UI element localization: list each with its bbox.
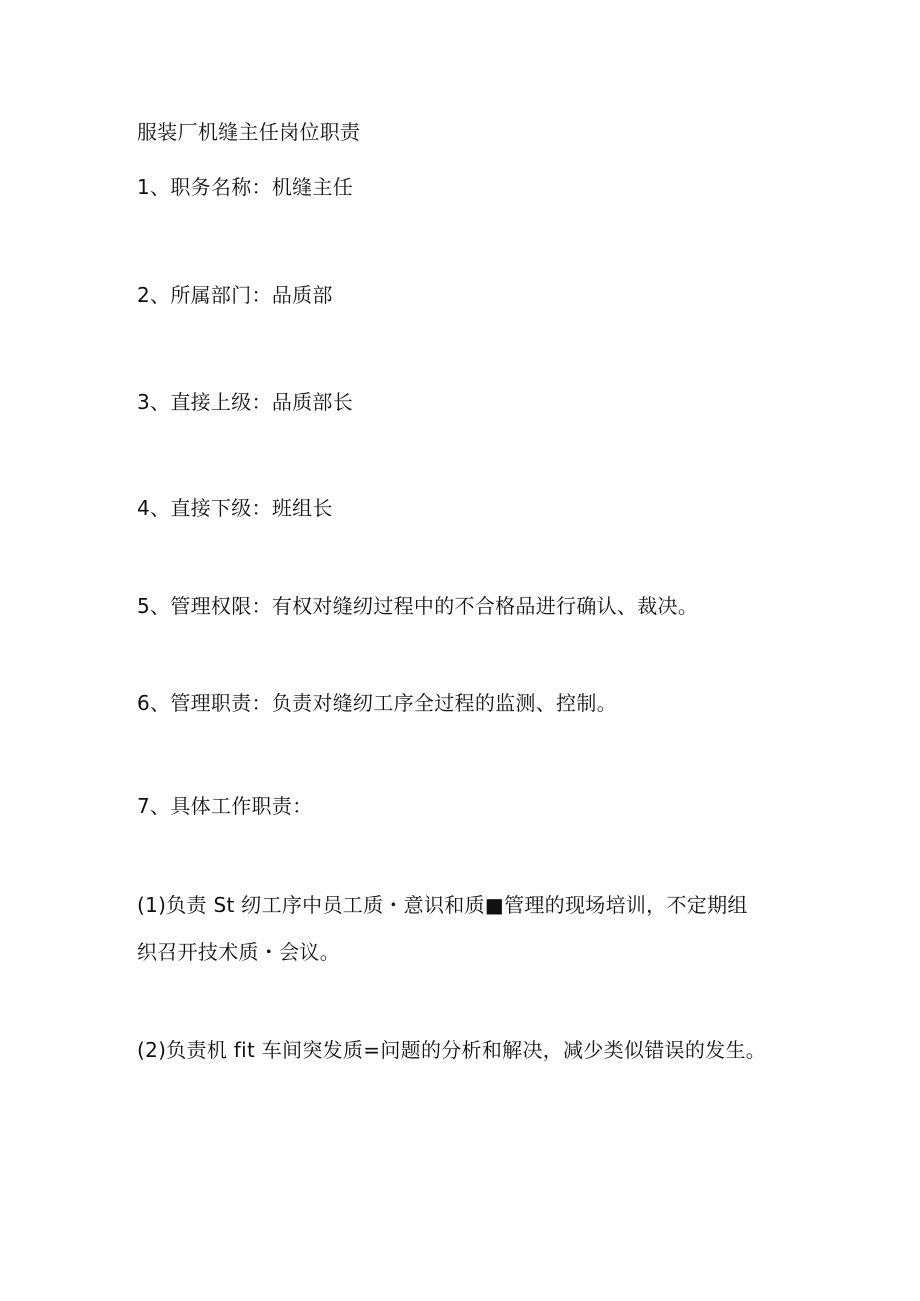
- duty-2-line-1: (2)负责机 fit 车间突发质=问题的分析和解决，减少类似错误的发生。: [137, 1038, 767, 1062]
- duty-1-line-1: (1)负责 St 纫工序中员工质・意识和质■管理的现场培训，不定期组: [137, 893, 748, 917]
- item-direct-superior: 3、直接上级：品质部长: [137, 390, 354, 414]
- item-direct-subordinate: 4、直接下级：班组长: [137, 496, 333, 520]
- item-management-authority: 5、管理权限：有权对缝纫过程中的不合格品进行确认、裁决。: [137, 594, 699, 618]
- duty-1-line-2: 织召开技术质・会议。: [137, 940, 340, 964]
- item-job-title: 1、职务名称：机缝主任: [137, 175, 354, 199]
- document-title: 服装厂机缝主任岗位职责: [137, 120, 361, 144]
- item-department: 2、所属部门：品质部: [137, 283, 333, 307]
- item-management-duty: 6、管理职责：负责对缝纫工序全过程的监测、控制。: [137, 691, 617, 715]
- item-specific-duties-heading: 7、具体工作职责：: [137, 794, 313, 818]
